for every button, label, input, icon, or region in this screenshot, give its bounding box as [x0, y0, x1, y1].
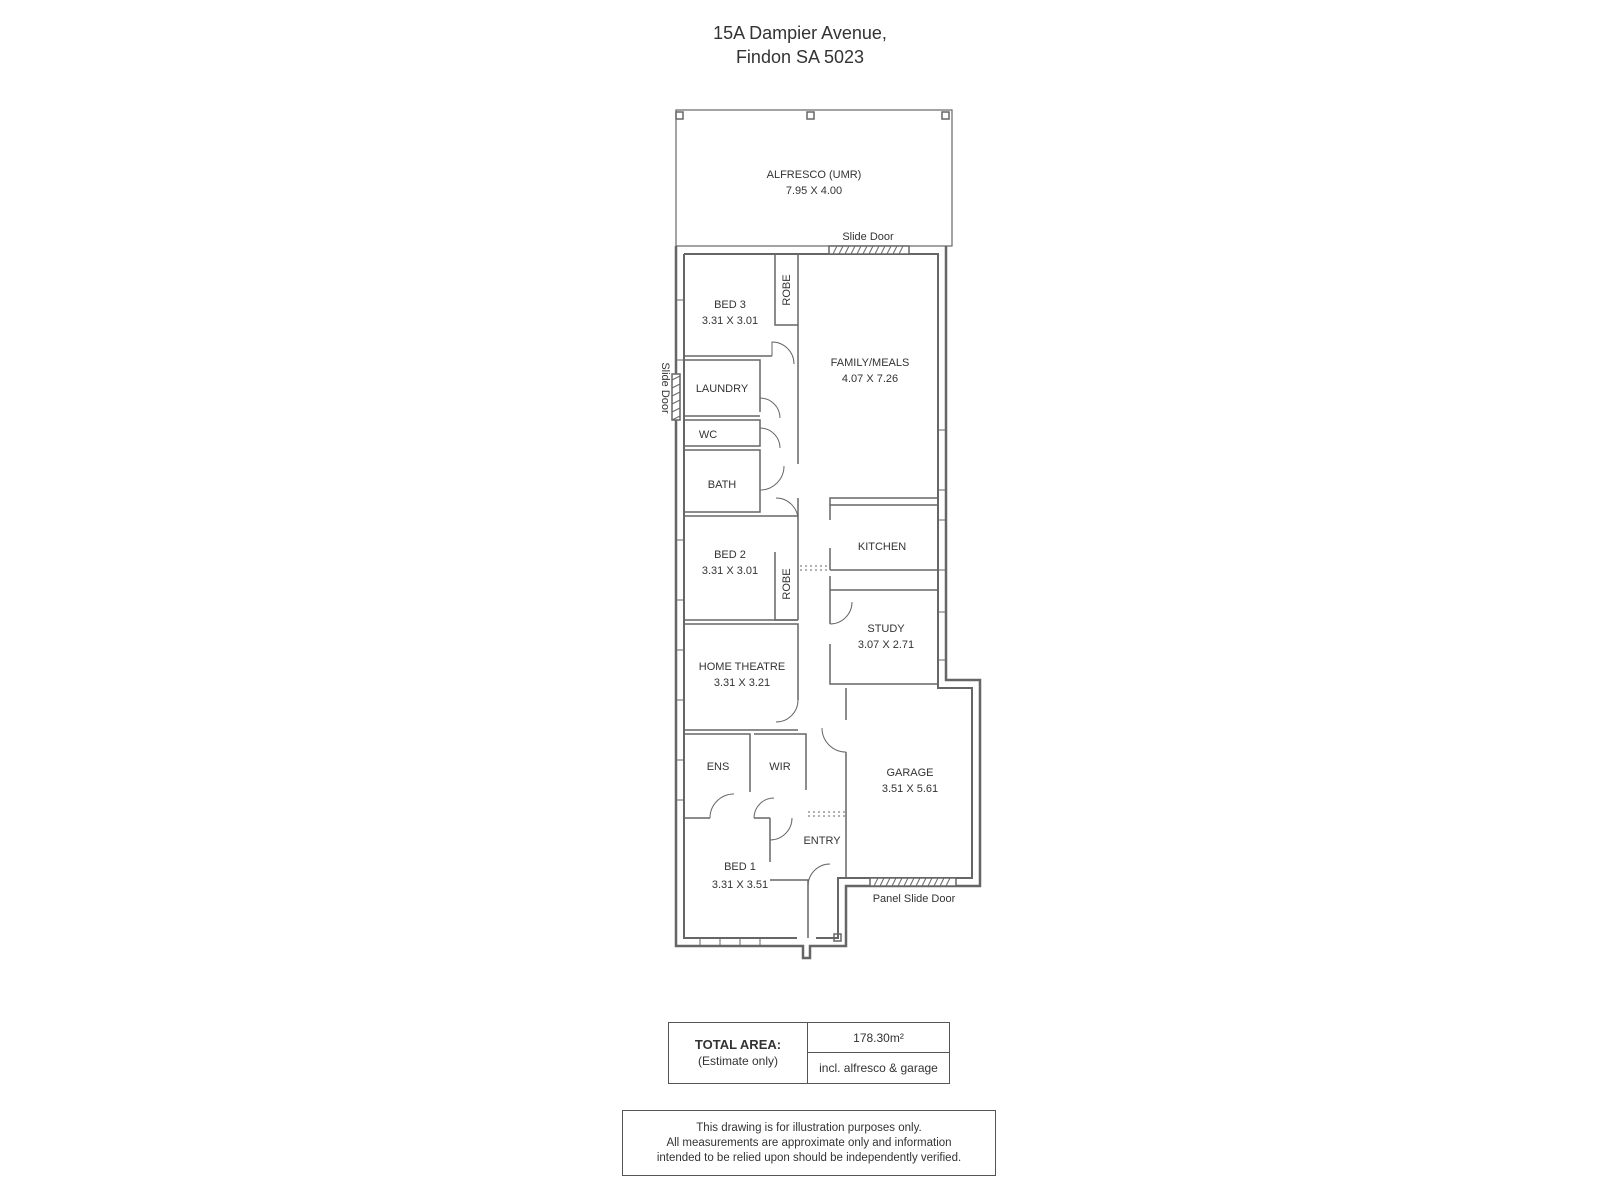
- post: [676, 112, 683, 119]
- garage-name: GARAGE: [886, 767, 934, 779]
- total-area-box: [668, 1022, 950, 1084]
- door-arc: [776, 700, 798, 722]
- laundry-name: LAUNDRY: [695, 383, 749, 395]
- disclaimer-line-2: All measurements are approximate only and information: [666, 1136, 952, 1149]
- kitchen-bench-bottom: [830, 570, 938, 590]
- door-arc: [770, 818, 792, 840]
- disclaimer-line-1: This drawing is for illustration purposes only.: [696, 1121, 922, 1134]
- door-arc: [830, 602, 852, 624]
- family-meals-dims: 4.07 X 7.26: [841, 373, 899, 385]
- total-area-value-cell: [808, 1023, 949, 1083]
- home-theatre-name: HOME THEATRE: [698, 661, 786, 673]
- total-area-incl: incl. alfresco & garage: [819, 1061, 938, 1075]
- opening-dotted: [800, 566, 828, 570]
- door-arc: [772, 342, 794, 364]
- slide-door-side-label: Slide Door: [659, 362, 671, 414]
- wc-wall: [684, 420, 760, 446]
- total-area-label-cell: [669, 1023, 808, 1083]
- garage-dims: 3.51 X 5.61: [881, 783, 939, 795]
- kitchen-name: KITCHEN: [857, 541, 907, 553]
- entry-name: ENTRY: [803, 835, 841, 847]
- post: [942, 112, 949, 119]
- address-line-1: 15A Dampier Avenue,: [713, 23, 887, 43]
- disclaimer-line-3: intended to be relied upon should be independently verified.: [656, 1151, 962, 1164]
- bed3-dims: 3.31 X 3.01: [701, 315, 759, 327]
- address-line-2: Findon SA 5023: [735, 47, 865, 67]
- robe-top-label: ROBE: [781, 274, 793, 306]
- home-theatre-dims: 3.31 X 3.21: [713, 677, 771, 689]
- outer-wall: [676, 246, 980, 958]
- door-arc: [760, 398, 780, 418]
- total-area-value: 178.30m²: [808, 1023, 949, 1053]
- bed1-wall: [770, 818, 808, 938]
- wir-name: WIR: [769, 761, 791, 773]
- door-arc: [754, 798, 774, 818]
- bath-name: BATH: [707, 479, 737, 491]
- alfresco-dims: 7.95 X 4.00: [785, 185, 843, 197]
- door-arc: [760, 428, 780, 448]
- door-arc: [808, 864, 830, 886]
- study-name: STUDY: [867, 623, 905, 635]
- post: [807, 112, 814, 119]
- door-arc: [760, 466, 784, 490]
- robe-mid-label: ROBE: [781, 568, 793, 600]
- door-arc: [710, 794, 734, 818]
- bed3-name: BED 3: [714, 299, 746, 311]
- disclaimer-box: [622, 1110, 996, 1176]
- alfresco-name: ALFRESCO (UMR): [766, 169, 862, 181]
- ens-name: ENS: [706, 761, 730, 773]
- bed1-dims: 3.31 X 3.51: [711, 879, 769, 891]
- bed1-name: BED 1: [724, 861, 756, 873]
- wc-name: WC: [698, 429, 718, 441]
- study-walls: [830, 590, 938, 684]
- slide-door-top-label: Slide Door: [842, 231, 894, 243]
- total-area-label: TOTAL AREA:: [694, 1037, 782, 1052]
- family-meals-name: FAMILY/MEALS: [830, 357, 910, 369]
- bed2-name: BED 2: [714, 549, 746, 561]
- panel-slide-door-label: Panel Slide Door: [872, 893, 956, 905]
- total-area-sub: (Estimate only): [697, 1054, 779, 1068]
- study-dims: 3.07 X 2.71: [857, 639, 915, 651]
- kitchen-bench-top: [830, 498, 938, 505]
- door-arc: [822, 728, 846, 752]
- slide-door-side: [672, 374, 680, 420]
- opening-dotted: [808, 812, 846, 816]
- bed2-dims: 3.31 X 3.01: [701, 565, 759, 577]
- plan-walls: [672, 110, 980, 958]
